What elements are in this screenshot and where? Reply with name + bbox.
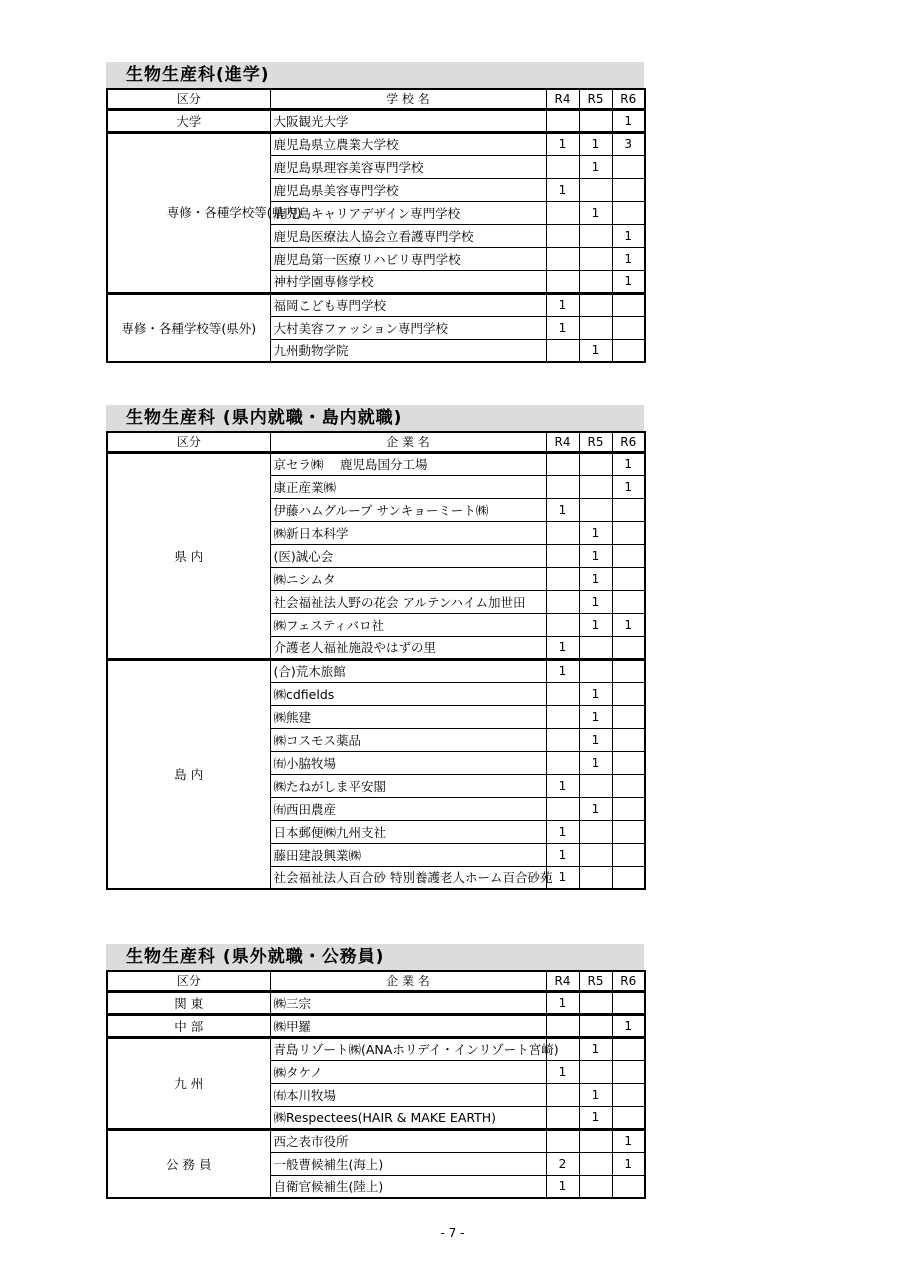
- r6-cell: [612, 636, 645, 659]
- header-r5: R5: [579, 432, 612, 452]
- header-r4: R4: [546, 971, 579, 991]
- r6-cell: [612, 339, 645, 362]
- header-name: 企 業 名: [270, 971, 546, 991]
- name-cell: 社会福祉法人野の花会 アルテンハイム加世田: [270, 590, 546, 613]
- r6-cell: [612, 1083, 645, 1106]
- r6-cell: [612, 201, 645, 224]
- r4-cell: [546, 1129, 579, 1152]
- r5-cell: 1: [579, 613, 612, 636]
- name-cell: ㈲西田農産: [270, 797, 546, 820]
- name-cell: 鹿児島県理容美容専門学校: [270, 155, 546, 178]
- r6-cell: [612, 728, 645, 751]
- r6-cell: [612, 659, 645, 682]
- r5-cell: 1: [579, 567, 612, 590]
- r4-cell: [546, 728, 579, 751]
- name-cell: 日本郵便㈱九州支社: [270, 820, 546, 843]
- name-cell: 藤田建設興業㈱: [270, 843, 546, 866]
- r4-cell: [546, 797, 579, 820]
- r6-cell: 3: [612, 132, 645, 155]
- r5-cell: [579, 636, 612, 659]
- name-cell: 西之表市役所: [270, 1129, 546, 1152]
- r4-cell: 1: [546, 636, 579, 659]
- r5-cell: [579, 316, 612, 339]
- page-number: - 7 -: [440, 1226, 465, 1240]
- r6-cell: 1: [612, 109, 645, 132]
- section-kennai-shimanai: [106, 405, 644, 890]
- header-r6: R6: [612, 89, 645, 109]
- name-cell: 伊藤ハムグループ サンキョーミート㈱: [270, 498, 546, 521]
- r4-cell: 1: [546, 1060, 579, 1083]
- r5-cell: [579, 1152, 612, 1175]
- r4-cell: [546, 521, 579, 544]
- r6-cell: [612, 521, 645, 544]
- r6-cell: [612, 498, 645, 521]
- header-r5: R5: [579, 89, 612, 109]
- r6-cell: [612, 991, 645, 1014]
- name-cell: 青島リゾート㈱(ANAホリデイ・インリゾート宮崎): [270, 1037, 546, 1060]
- r5-cell: [579, 475, 612, 498]
- header-name: 企 業 名: [270, 432, 546, 452]
- r4-cell: 1: [546, 132, 579, 155]
- name-cell: 介護老人福祉施設やはずの里: [270, 636, 546, 659]
- r5-cell: 1: [579, 339, 612, 362]
- r4-cell: [546, 155, 579, 178]
- header-category: 区分: [107, 89, 270, 109]
- name-cell: 一般曹候補生(海上): [270, 1152, 546, 1175]
- r4-cell: 1: [546, 316, 579, 339]
- r6-cell: 1: [612, 613, 645, 636]
- r4-cell: 1: [546, 659, 579, 682]
- r5-cell: 1: [579, 155, 612, 178]
- name-cell: ㈱フェスティバロ社: [270, 613, 546, 636]
- results-table: [106, 431, 646, 890]
- name-cell: 大村美容ファッション専門学校: [270, 316, 546, 339]
- section-title: 生物生産科(進学): [106, 62, 644, 88]
- name-cell: ㈱たねがしま平安閣: [270, 774, 546, 797]
- r4-cell: [546, 1083, 579, 1106]
- r5-cell: 1: [579, 1106, 612, 1129]
- name-cell: 大阪観光大学: [270, 109, 546, 132]
- r4-cell: 1: [546, 843, 579, 866]
- r6-cell: 1: [612, 1014, 645, 1037]
- r4-cell: [546, 247, 579, 270]
- r6-cell: [612, 567, 645, 590]
- r4-cell: [546, 567, 579, 590]
- r5-cell: [579, 1175, 612, 1198]
- category-cell: 公 務 員: [107, 1129, 270, 1198]
- r5-cell: [579, 293, 612, 316]
- r5-cell: [579, 224, 612, 247]
- name-cell: ㈱熊建: [270, 705, 546, 728]
- r6-cell: [612, 178, 645, 201]
- r5-cell: [579, 452, 612, 475]
- r6-cell: [612, 774, 645, 797]
- r4-cell: [546, 452, 579, 475]
- r4-cell: [546, 590, 579, 613]
- header-row: [107, 432, 645, 452]
- r5-cell: [579, 659, 612, 682]
- section-title: 生物生産科 (県内就職・島内就職): [106, 405, 644, 431]
- name-cell: ㈱三宗: [270, 991, 546, 1014]
- r5-cell: [579, 109, 612, 132]
- r4-cell: [546, 751, 579, 774]
- name-cell: 鹿児島キャリアデザイン専門学校: [270, 201, 546, 224]
- r4-cell: [546, 270, 579, 293]
- name-cell: ㈱Respectees(HAIR & MAKE EARTH): [270, 1106, 546, 1129]
- name-cell: (医)誠心会: [270, 544, 546, 567]
- r5-cell: 1: [579, 201, 612, 224]
- category-label: 専修・各種学校等(県内): [166, 204, 302, 220]
- name-cell: ㈱コスモス薬品: [270, 728, 546, 751]
- category-cell: 県 内: [107, 452, 270, 659]
- table-row: [107, 659, 645, 682]
- r6-cell: [612, 751, 645, 774]
- table-row: [107, 132, 645, 155]
- r5-cell: [579, 843, 612, 866]
- name-cell: (合)荒木旅館: [270, 659, 546, 682]
- category-cell: 九 州: [107, 1037, 270, 1129]
- results-table: [106, 970, 646, 1199]
- section-shingaku: [106, 62, 644, 363]
- name-cell: ㈱甲羅: [270, 1014, 546, 1037]
- r6-cell: [612, 1037, 645, 1060]
- r6-cell: [612, 797, 645, 820]
- r4-cell: 1: [546, 774, 579, 797]
- table-row: [107, 1037, 645, 1060]
- r4-cell: 1: [546, 991, 579, 1014]
- r4-cell: 1: [546, 1175, 579, 1198]
- r4-cell: [546, 613, 579, 636]
- r6-cell: [612, 843, 645, 866]
- table-row: [107, 109, 645, 132]
- r5-cell: 1: [579, 544, 612, 567]
- r4-cell: [546, 224, 579, 247]
- name-cell: 福岡こども専門学校: [270, 293, 546, 316]
- table-row: [107, 293, 645, 316]
- r5-cell: 1: [579, 728, 612, 751]
- r4-cell: 2: [546, 1152, 579, 1175]
- r4-cell: [546, 475, 579, 498]
- header-row: [107, 971, 645, 991]
- r6-cell: 1: [612, 1152, 645, 1175]
- r6-cell: [612, 705, 645, 728]
- header-r5: R5: [579, 971, 612, 991]
- r6-cell: 1: [612, 475, 645, 498]
- name-cell: ㈱ニシムタ: [270, 567, 546, 590]
- r6-cell: [612, 293, 645, 316]
- header-category: 区分: [107, 432, 270, 452]
- name-cell: 鹿児島県美容専門学校: [270, 178, 546, 201]
- section-title: 生物生産科 (県外就職・公務員): [106, 944, 644, 970]
- r5-cell: [579, 1014, 612, 1037]
- r6-cell: [612, 316, 645, 339]
- r4-cell: [546, 1106, 579, 1129]
- r6-cell: 1: [612, 270, 645, 293]
- header-category: 区分: [107, 971, 270, 991]
- r6-cell: 1: [612, 1129, 645, 1152]
- r6-cell: 1: [612, 224, 645, 247]
- table-row: [107, 1129, 645, 1152]
- header-r6: R6: [612, 432, 645, 452]
- r6-cell: 1: [612, 452, 645, 475]
- r5-cell: [579, 1129, 612, 1152]
- name-cell: 京セラ㈱ 鹿児島国分工場: [270, 452, 546, 475]
- header-r4: R4: [546, 89, 579, 109]
- r5-cell: 1: [579, 797, 612, 820]
- r5-cell: [579, 270, 612, 293]
- r6-cell: [612, 544, 645, 567]
- table-row: [107, 991, 645, 1014]
- r5-cell: 1: [579, 1083, 612, 1106]
- r5-cell: [579, 991, 612, 1014]
- name-cell: 九州動物学院: [270, 339, 546, 362]
- r5-cell: 1: [579, 751, 612, 774]
- r5-cell: 1: [579, 521, 612, 544]
- r6-cell: [612, 682, 645, 705]
- name-cell: 自衛官候補生(陸上): [270, 1175, 546, 1198]
- name-cell: 鹿児島第一医療リハビリ専門学校: [270, 247, 546, 270]
- name-cell: ㈲小脇牧場: [270, 751, 546, 774]
- r5-cell: [579, 774, 612, 797]
- category-cell: 大学: [107, 109, 270, 132]
- r6-cell: [612, 1175, 645, 1198]
- name-cell: ㈱新日本科学: [270, 521, 546, 544]
- section-kengai-koumuin: [106, 944, 644, 1199]
- r5-cell: [579, 1060, 612, 1083]
- r5-cell: [579, 247, 612, 270]
- name-cell: ㈲本川牧場: [270, 1083, 546, 1106]
- r6-cell: [612, 1060, 645, 1083]
- category-cell: [107, 132, 302, 293]
- r5-cell: 1: [579, 705, 612, 728]
- name-cell: 神村学園専修学校: [270, 270, 546, 293]
- r4-cell: [546, 682, 579, 705]
- name-cell: 社会福祉法人百合砂 特別養護老人ホーム百合砂苑: [270, 866, 546, 889]
- r5-cell: 1: [579, 682, 612, 705]
- r6-cell: 1: [612, 247, 645, 270]
- name-cell: 鹿児島県立農業大学校: [270, 132, 546, 155]
- r4-cell: [546, 544, 579, 567]
- r4-cell: [546, 1014, 579, 1037]
- header-name: 学 校 名: [270, 89, 546, 109]
- category-cell: 中 部: [107, 1014, 270, 1037]
- r4-cell: 1: [546, 293, 579, 316]
- r4-cell: 1: [546, 498, 579, 521]
- header-r4: R4: [546, 432, 579, 452]
- r4-cell: [546, 705, 579, 728]
- table-row: [107, 452, 645, 475]
- r6-cell: [612, 820, 645, 843]
- r4-cell: 1: [546, 178, 579, 201]
- r5-cell: [579, 866, 612, 889]
- r5-cell: [579, 178, 612, 201]
- r5-cell: 1: [579, 132, 612, 155]
- r6-cell: [612, 590, 645, 613]
- r4-cell: 1: [546, 820, 579, 843]
- category-cell: 専修・各種学校等(県外): [107, 293, 270, 362]
- category-cell: 島 内: [107, 659, 270, 889]
- r5-cell: [579, 820, 612, 843]
- name-cell: ㈱タケノ: [270, 1060, 546, 1083]
- name-cell: ㈱cdfields: [270, 682, 546, 705]
- r4-cell: [546, 339, 579, 362]
- r5-cell: 1: [579, 1037, 612, 1060]
- r6-cell: [612, 155, 645, 178]
- r5-cell: [579, 498, 612, 521]
- header-r6: R6: [612, 971, 645, 991]
- r4-cell: [546, 201, 579, 224]
- r4-cell: [546, 109, 579, 132]
- header-row: [107, 89, 645, 109]
- r6-cell: [612, 866, 645, 889]
- name-cell: 鹿児島医療法人協会立看護専門学校: [270, 224, 546, 247]
- r4-cell: 1: [546, 866, 579, 889]
- r5-cell: 1: [579, 590, 612, 613]
- table-row: [107, 1014, 645, 1037]
- name-cell: 康正産業㈱: [270, 475, 546, 498]
- r6-cell: [612, 1106, 645, 1129]
- results-table: [106, 88, 646, 363]
- category-cell: 関 東: [107, 991, 270, 1014]
